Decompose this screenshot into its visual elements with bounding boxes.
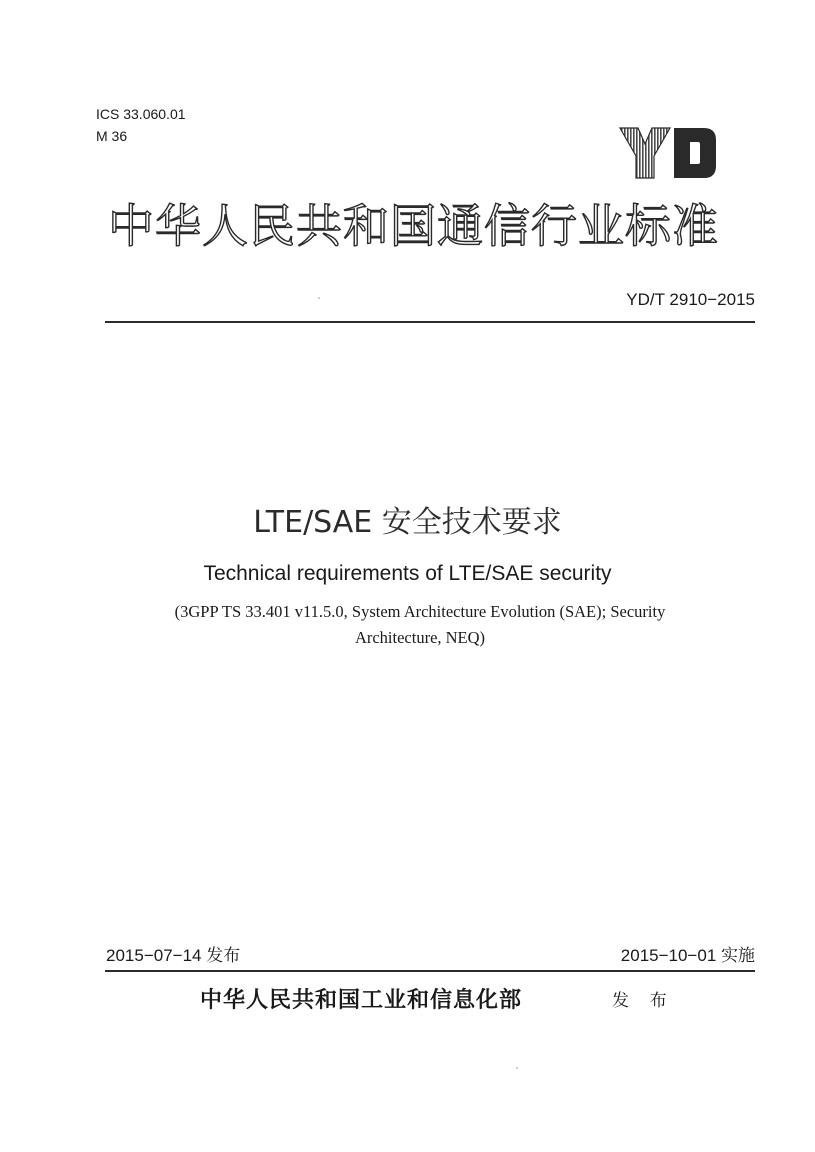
implementation-date: 2015−10−01 实施	[620, 946, 755, 965]
publisher: 中华人民共和国工业和信息化部	[200, 987, 523, 1013]
document-title-cn: LTE/SAE 安全技术要求	[253, 505, 562, 540]
classification-code: M 36	[96, 128, 128, 144]
scan-speck	[318, 297, 320, 299]
scan-speck	[516, 1067, 518, 1069]
yd-logo	[618, 126, 718, 180]
standard-number: YD/T 2910−2015	[626, 290, 755, 309]
bottom-rule	[105, 970, 755, 972]
adoption-note-line2: Architecture, NEQ)	[354, 628, 486, 647]
issue-date: 2015−07−14 发布	[106, 946, 241, 965]
standard-title: 中华人民共和国通信行业标准	[108, 199, 719, 253]
adoption-note-line1: (3GPP TS 33.401 v11.5.0, System Architecture Evolution (SAE); Security	[174, 602, 666, 621]
publish-label: 发 布	[612, 991, 675, 1010]
adoption-note	[120, 599, 720, 651]
top-rule	[105, 321, 755, 323]
document-title-en: Technical requirements of LTE/SAE security	[203, 562, 612, 585]
ics-code: ICS 33.060.01	[96, 106, 186, 122]
